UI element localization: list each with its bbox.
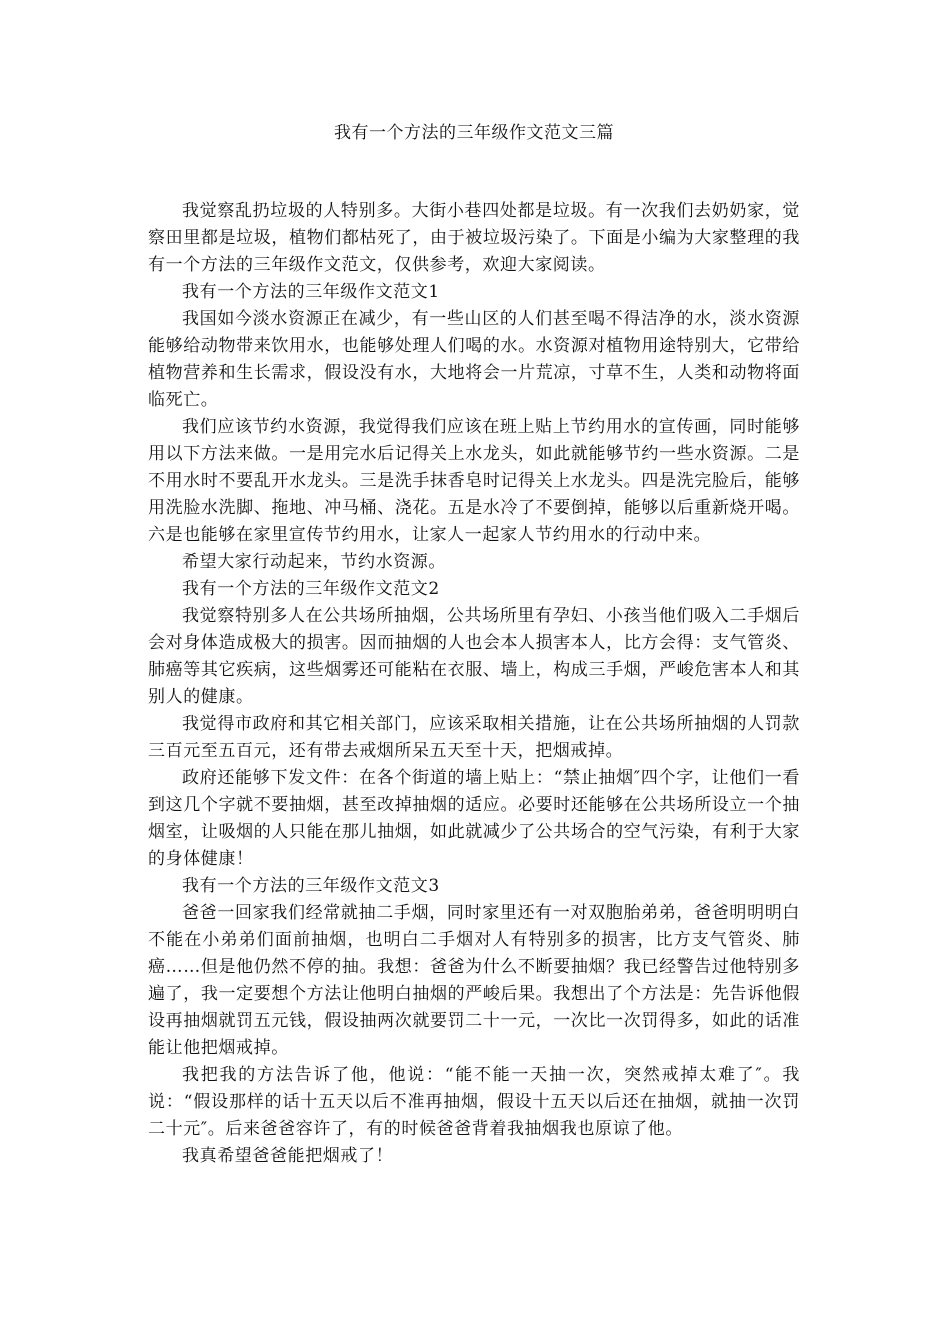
document-page xyxy=(148,120,800,1170)
document-body xyxy=(148,198,800,1170)
paragraph-intro: 我觉察乱扔垃圾的人特别多。大街小巷四处都是垃圾。有一次我们去奶奶家，觉察田里都是垃圾，植物们都枯死了，由于被垃圾污染了。下面是小编为大家整理的我有一个方法的三年级作文范文，仅供参考，欢迎大家阅读。 xyxy=(148,201,800,275)
paragraph: 我觉察特别多人在公共场所抽烟，公共场所里有孕妇、小孩当他们吸入二手烟后会对身体造成极大的损害。因而抽烟的人也会本人损害本人，比方会得：支气管炎、肺癌等其它疾病，这些烟雾还可能粘在衣服、墙上，构成三手烟，严峻危害本人和其别人的健康。 xyxy=(148,606,800,707)
paragraph-closing: 我真希望爸爸能把烟戒了！ xyxy=(182,1146,394,1166)
paragraph: 我国如今淡水资源正在减少，有一些山区的人们甚至喝不得洁净的水，淡水资源能够给动物带来饮用水，也能够处理人们喝的水。水资源对植物用途特别大，它带给植物营养和生长需求，假设没有水，大地将会一片荒凉，寸草不生，人类和动物将面临死亡。 xyxy=(148,309,800,410)
section-heading-1: 我有一个方法的三年级作文范文1 xyxy=(182,282,440,302)
paragraph: 我觉得市政府和其它相关部门，应该采取相关措施，让在公共场所抽烟的人罚款三百元至五百元，还有带去戒烟所呆五天至十天，把烟戒掉。 xyxy=(148,714,800,761)
paragraph: 我把我的方法告诉了他，他说：“能不能一天抽一次，突然戒掉太难了″。我说：“假设那样的话十五天以后不准再抽烟，假设十五天以后还在抽烟，就抽一次罚二十元″。后来爸爸容许了，有的时候爸爸背着我抽烟我也原谅了他。 xyxy=(148,1065,800,1139)
document-title: 我有一个方法的三年级作文范文三篇 xyxy=(334,123,614,143)
section-heading-2: 我有一个方法的三年级作文范文2 xyxy=(182,579,440,599)
paragraph: 希望大家行动起来，节约水资源。 xyxy=(182,552,446,572)
section-heading-3: 我有一个方法的三年级作文范文3 xyxy=(182,876,440,896)
paragraph: 爸爸一回家我们经常就抽二手烟，同时家里还有一对双胞胎弟弟，爸爸明明明白不能在小弟弟们面前抽烟，也明白二手烟对人有特别多的损害，比方支气管炎、肺癌……但是他仍然不停的抽。我想：爸爸为什么不断要抽烟？我已经警告过他特别多遍了，我一定要想个方法让他明白抽烟的严峻后果。我想出了个方法是：先告诉他假设再抽烟就罚五元钱，假设抽两次就要罚二十一元，一次比一次罚得多，如此的话准能让他把烟戒掉。 xyxy=(148,903,800,1058)
paragraph: 我们应该节约水资源，我觉得我们应该在班上贴上节约用水的宣传画，同时能够用以下方法来做。一是用完水后记得关上水龙头，如此就能够节约一些水资源。二是不用水时不要乱开水龙头。三是洗手抹香皂时记得关上水龙头。四是洗完脸后，能够用洗脸水洗脚、拖地、冲马桶、浇花。五是水冷了不要倒掉，能够以后重新烧开喝。六是也能够在家里宣传节约用水，让家人一起家人节约用水的行动中来。 xyxy=(148,417,800,545)
paragraph: 政府还能够下发文件：在各个街道的墙上贴上：“禁止抽烟″四个字，让他们一看到这几个字就不要抽烟，甚至改掉抽烟的适应。必要时还能够在公共场所设立一个抽烟室，让吸烟的人只能在那儿抽烟，如此就减少了公共场合的空气污染，有利于大家的身体健康！ xyxy=(148,768,800,869)
